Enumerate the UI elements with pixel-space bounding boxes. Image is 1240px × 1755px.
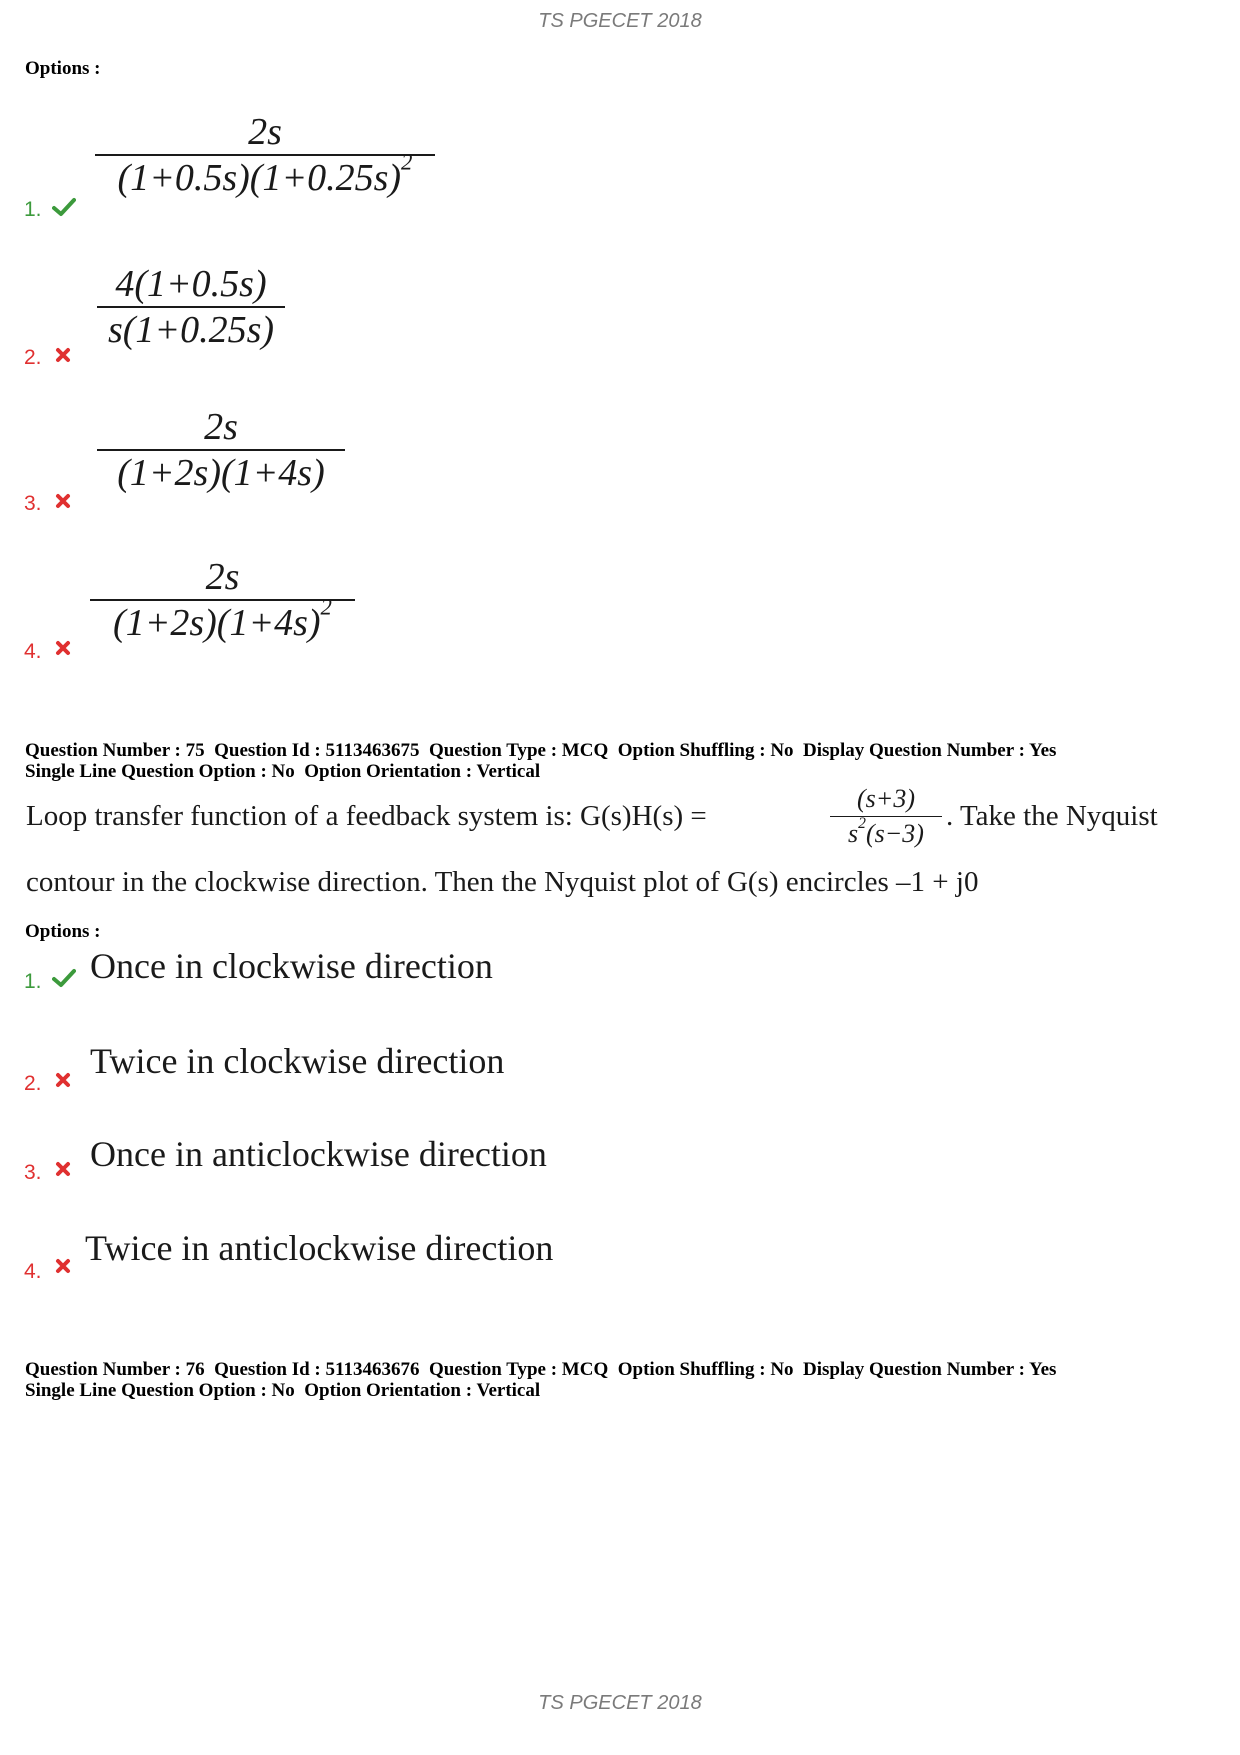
option-text: Once in clockwise direction	[90, 946, 493, 986]
cross-icon	[55, 1072, 71, 1088]
option-formula	[90, 555, 355, 645]
question-meta-line2: Single Line Question Option : No Option Orientation : Vertical	[25, 761, 541, 782]
options-label: Options :	[25, 58, 101, 79]
question-text-after: . Take the Nyquist	[946, 800, 1158, 832]
question-meta	[25, 740, 1056, 782]
option-number: 1.	[24, 198, 42, 221]
question-text-line1	[26, 800, 707, 833]
option-number: 4.	[24, 1260, 42, 1283]
fraction-denominator-rest: (s−3)	[865, 819, 924, 848]
formula-denominator: (1+2s)(1+4s)	[117, 452, 325, 494]
formula-numerator: 2s	[204, 406, 238, 448]
question-text-line2: contour in the clockwise direction. Then the Nyquist plot of G(s) encircles –1 + j0	[26, 866, 979, 898]
option-text: Once in anticlockwise direction	[90, 1134, 547, 1174]
question-fraction	[830, 784, 942, 849]
option-number: 3.	[24, 492, 42, 515]
formula-numerator: 2s	[205, 556, 240, 598]
option-text: Twice in anticlockwise direction	[85, 1228, 554, 1268]
fraction-numerator: (s+3)	[857, 784, 915, 813]
options-label: Options :	[25, 921, 101, 942]
question-meta-line1: Question Number : 75 Question Id : 5113463675 Question Type : MCQ Option Shuffling : No Display Question Number : Yes	[25, 740, 1057, 761]
formula-denominator: (1+0.5s)(1+0.25s)	[117, 157, 402, 199]
page-header: TS PGECET 2018	[538, 10, 702, 32]
formula-denominator: s(1+0.25s)	[107, 309, 275, 351]
option-number: 2.	[24, 1072, 42, 1095]
cross-icon	[55, 347, 71, 363]
check-icon	[52, 968, 76, 988]
formula-numerator: 4(1+0.5s)	[115, 263, 267, 305]
cross-icon	[55, 493, 71, 509]
cross-icon	[55, 640, 71, 656]
cross-icon	[55, 1161, 71, 1177]
question-meta	[25, 1359, 1056, 1401]
fraction-denominator-s: s	[848, 819, 859, 848]
formula-exponent: 2	[401, 149, 413, 175]
check-icon	[52, 197, 76, 217]
question-meta-line2: Single Line Question Option : No Option Orientation : Vertical	[25, 1380, 541, 1401]
option-number: 2.	[24, 346, 42, 369]
question-text-before: Loop transfer function of a feedback system is: G(s)H(s) =	[26, 800, 707, 832]
option-number: 1.	[24, 970, 42, 993]
option-formula	[97, 405, 345, 495]
option-number: 3.	[24, 1161, 42, 1184]
page-footer: TS PGECET 2018	[538, 1692, 702, 1714]
question-meta-line1: Question Number : 76 Question Id : 5113463676 Question Type : MCQ Option Shuffling : No Display Question Number : Yes	[25, 1359, 1057, 1380]
option-formula	[97, 262, 285, 352]
formula-denominator: (1+2s)(1+4s)	[113, 602, 321, 644]
formula-exponent: 2	[320, 594, 332, 620]
fraction-exponent: 2	[858, 814, 866, 832]
option-formula	[95, 110, 435, 200]
cross-icon	[55, 1258, 71, 1274]
option-text: Twice in clockwise direction	[90, 1041, 505, 1081]
option-number: 4.	[24, 640, 42, 663]
formula-numerator: 2s	[248, 111, 282, 153]
